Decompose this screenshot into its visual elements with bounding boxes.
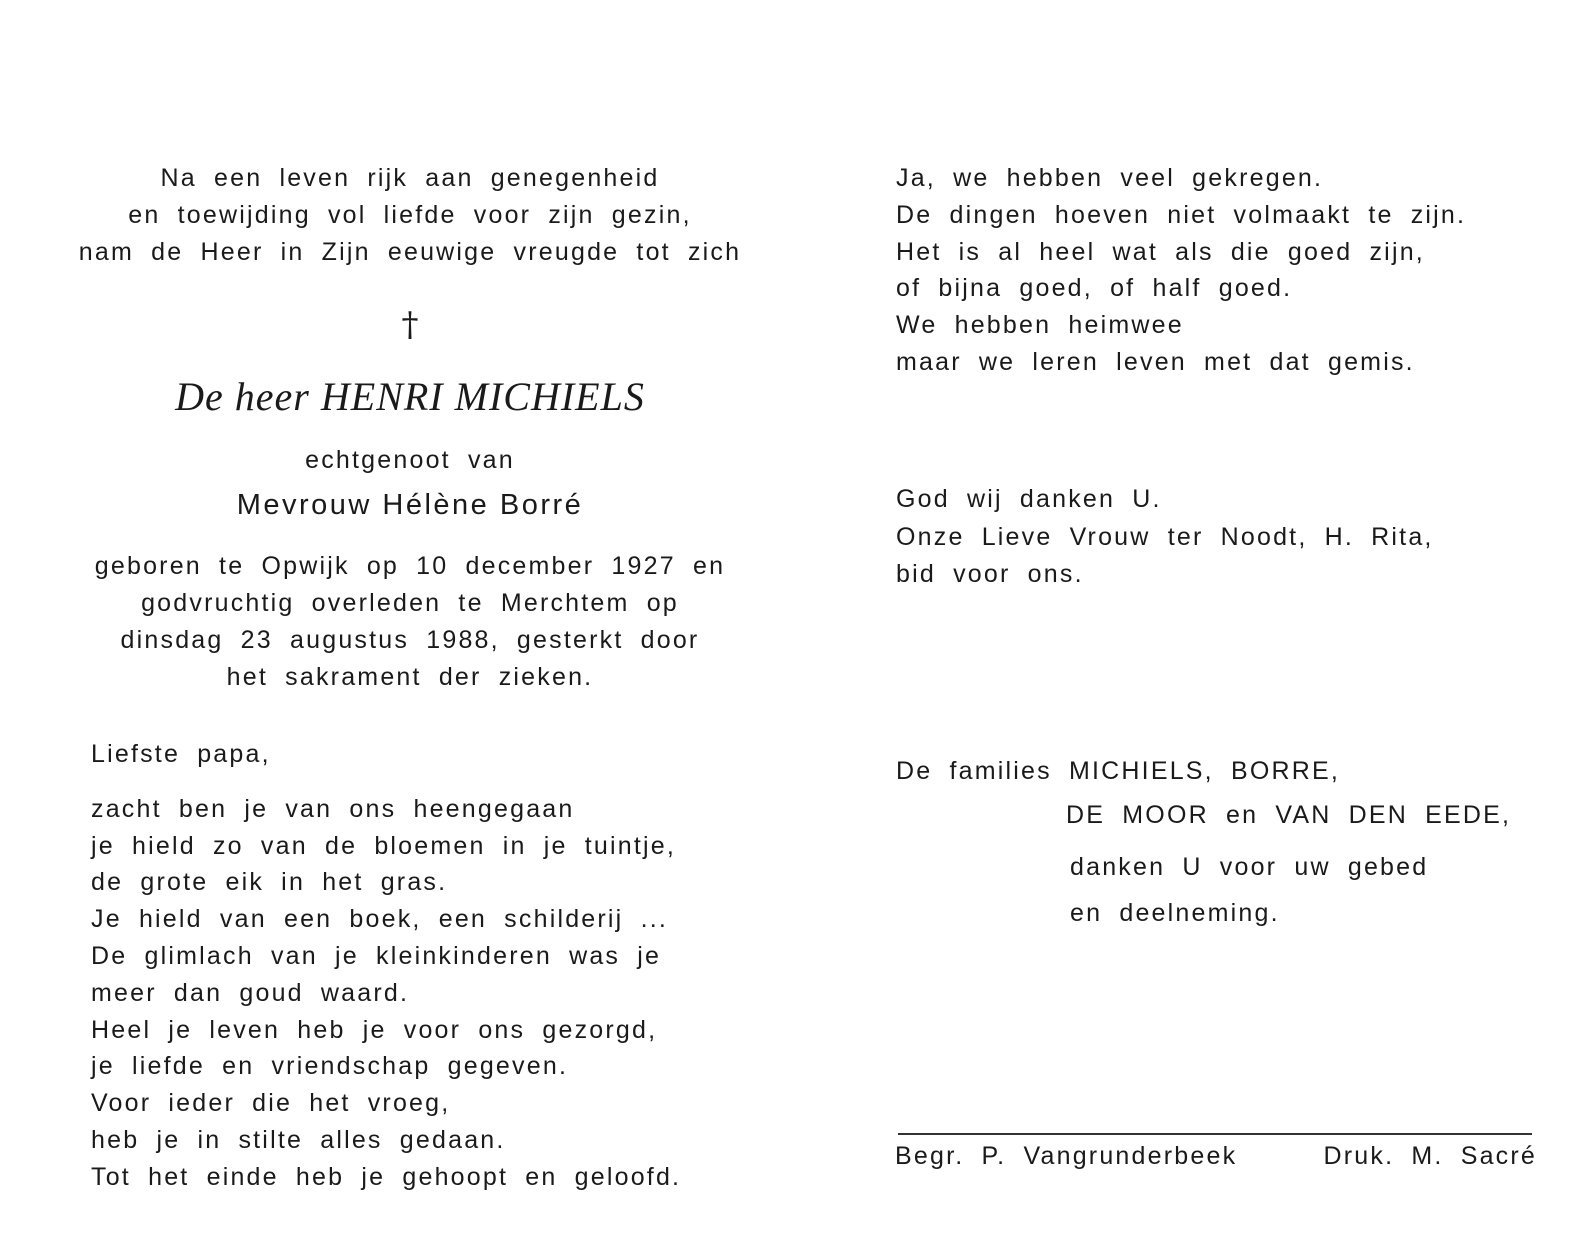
poem-line: Je hield van een boek, een schilderij ... — [91, 905, 669, 934]
spouse-name: Mevrouw Hélène Borré — [236, 489, 584, 521]
right-column — [896, 160, 1556, 931]
printer-credit: Druk. M. Sacré — [1323, 1142, 1537, 1170]
bio-line: het sakrament der zieken. — [226, 663, 594, 691]
thanks-line: en deelneming. — [1070, 898, 1280, 927]
poem-line: de grote eik in het gras. — [91, 868, 448, 897]
poem-line: De glimlach van je kleinkinderen was je — [91, 941, 662, 970]
prayer-line: bid voor ons. — [896, 559, 1084, 588]
right-poem-line: We hebben heimwee — [896, 311, 1184, 340]
prayer-line: God wij danken U. — [896, 484, 1162, 513]
poem-line: zacht ben je van ons heengegaan — [91, 794, 575, 823]
bio-line: geboren te Opwijk op 10 december 1927 en — [94, 552, 726, 580]
poem-line: je hield zo van de bloemen in je tuintje, — [91, 831, 677, 860]
left-column — [60, 160, 760, 1196]
family-thanks — [896, 753, 1556, 931]
footer-divider — [898, 1133, 1532, 1135]
poem-line: je liefde en vriendschap gegeven. — [91, 1052, 569, 1081]
thanks-line: danken U voor uw gebed — [1070, 852, 1429, 881]
prayer — [896, 479, 1556, 593]
bio-line: dinsdag 23 augustus 1988, gesterkt door — [120, 626, 700, 654]
poem-greeting: Liefste papa, — [91, 740, 271, 768]
right-poem-line: maar we leren leven met dat gemis. — [896, 347, 1415, 376]
right-poem — [896, 160, 1556, 381]
intro-line: Na een leven rijk aan genegenheid — [160, 164, 660, 192]
bio-line: godvruchtig overleden te Merchtem op — [141, 589, 679, 617]
right-poem-line: De dingen hoeven niet volmaakt te zijn. — [896, 200, 1467, 229]
deceased-name: De heer HENRI MICHIELS — [175, 374, 645, 419]
thanks-line: DE MOOR en VAN DEN EEDE, — [1066, 800, 1512, 829]
spouse-label: echtgenoot van — [305, 446, 515, 474]
footer — [895, 1142, 1537, 1171]
poem-line: Voor ieder die het vroeg, — [91, 1089, 451, 1118]
undertaker-credit: Begr. P. Vangrunderbeek — [895, 1142, 1238, 1170]
right-poem-line: Ja, we hebben veel gekregen. — [896, 164, 1324, 192]
biography — [60, 548, 760, 696]
intro-line: nam de Heer in Zijn eeuwige vreugde tot zich — [78, 238, 742, 266]
intro-line: en toewijding vol liefde voor zijn gezin, — [128, 201, 692, 229]
poem-line: heb je in stilte alles gedaan. — [91, 1125, 506, 1154]
thanks-line: De families MICHIELS, BORRE, — [896, 756, 1341, 785]
poem — [60, 736, 760, 1196]
intro-text — [60, 160, 760, 271]
right-poem-line: of bijna goed, of half goed. — [896, 274, 1293, 303]
cross-icon: † — [401, 305, 419, 345]
poem-line: Heel je leven heb je voor ons gezorgd, — [91, 1015, 658, 1044]
poem-line: Tot het einde heb je gehoopt en geloofd. — [91, 1162, 682, 1191]
poem-line: meer dan goud waard. — [91, 978, 410, 1007]
right-poem-line: Het is al heel wat als die goed zijn, — [896, 237, 1425, 266]
prayer-line: Onze Lieve Vrouw ter Noodt, H. Rita, — [896, 522, 1434, 551]
